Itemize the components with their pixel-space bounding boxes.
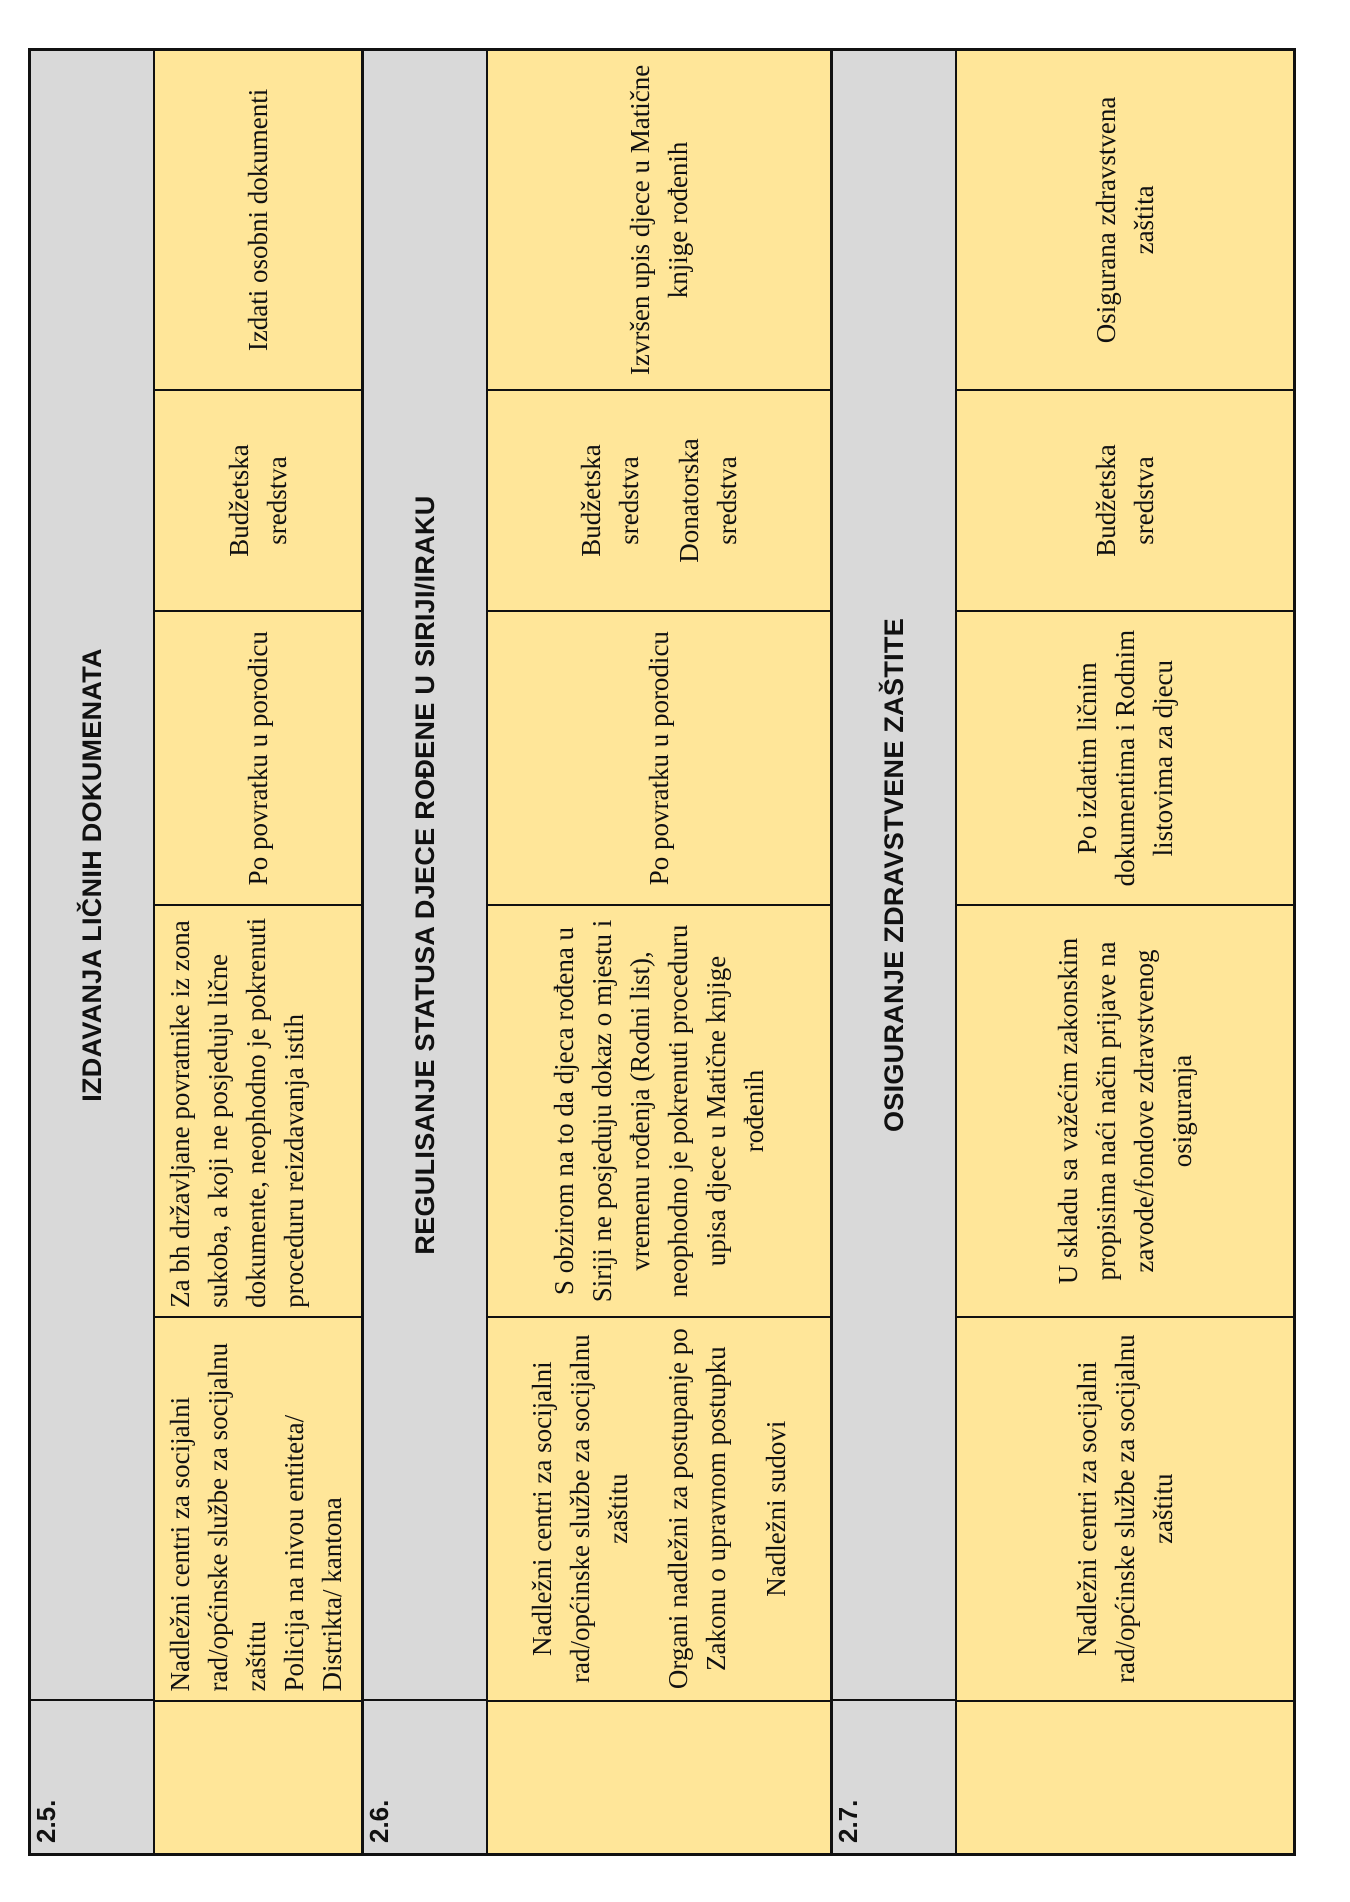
section-2-5 [31,51,361,1853]
responsible-item: Organi nadležni za postupanje po Zakonu o upravnom postupku [663,1328,731,1690]
section-number: 2.5. [31,1799,61,1843]
outcome-cell: Izvršen upis djece u Matične knjige rođenih [488,51,830,389]
description-cell: U skladu sa važećim zakonskim propisima naći način prijave na zavode/fondove zdravstvenog osiguranja [957,904,1293,1316]
timeframe-cell: Po povratku u porodicu [155,610,361,904]
funding-item: Budžetska sredstva [576,444,644,557]
timeframe-cell: Po izdatim ličnim dokumentima i Rodnim listovima za djecu [957,610,1293,904]
responsible-item: Nadležni centri za socijalni rad/općinske službe za socijalnu zaštitu [527,1334,633,1683]
funding-item: Donatorska sredstva [674,438,742,563]
section-number: 2.7. [833,1799,863,1843]
section-header [31,51,153,1853]
responsible-cell [155,1316,361,1700]
section-row [153,51,361,1853]
responsible-item: Nadležni centri za socijalni rad/općinske službe za socijalnu zaštitu [165,1342,271,1692]
description-cell: S obzirom na to da djeca rođena u Siriji ne posjeduju dokaz o mjestu i vremenu rođenja (Rodni list), neophodno je pokrenuti proceduru upisa djece u Matične knjige rođenih [488,904,830,1316]
section-2-7 [830,51,1293,1853]
responsible-cell [488,1316,830,1700]
outcome-cell: Osigurana zdravstvena zaštita [957,51,1293,389]
section-2-6 [361,51,830,1853]
responsible-item: Nadležni centri za socijalni rad/općinske službe za socijalnu zaštitu [1072,1334,1178,1683]
description-cell: Za bh državljane povratnike iz zona sukoba, a koji ne posjeduju lične dokumente, neophodno je pokrenuti proceduru reizdavanja istih [155,904,361,1316]
section-title: REGULISANJE STATUSA DJECE ROĐENE U SIRIJI/IRAKU [364,51,486,1699]
responsible-item: Nadležni sudovi [761,1420,791,1597]
funding-cell [488,389,830,610]
section-row [486,51,830,1853]
funding-item: Budžetska sredstva [1091,444,1159,557]
funding-cell [155,389,361,610]
funding-cell [957,389,1293,610]
outcome-cell: Izdati osobni dokumenti [155,51,361,389]
section-title: OSIGURANJE ZDRAVSTVENE ZAŠTITE [833,51,955,1699]
responsible-item: Policija na nivou entiteta/ Distrikta/ kantona [279,1414,347,1692]
responsible-cell [957,1316,1293,1700]
funding-item: Budžetska sredstva [224,444,292,557]
document-table [28,48,1296,1856]
section-number: 2.6. [364,1799,394,1843]
timeframe-cell: Po povratku u porodicu [488,610,830,904]
section-header [364,51,486,1853]
section-row [955,51,1293,1853]
section-title: IZDAVANJA LIČNIH DOKUMENATA [31,51,153,1699]
section-header [833,51,955,1853]
